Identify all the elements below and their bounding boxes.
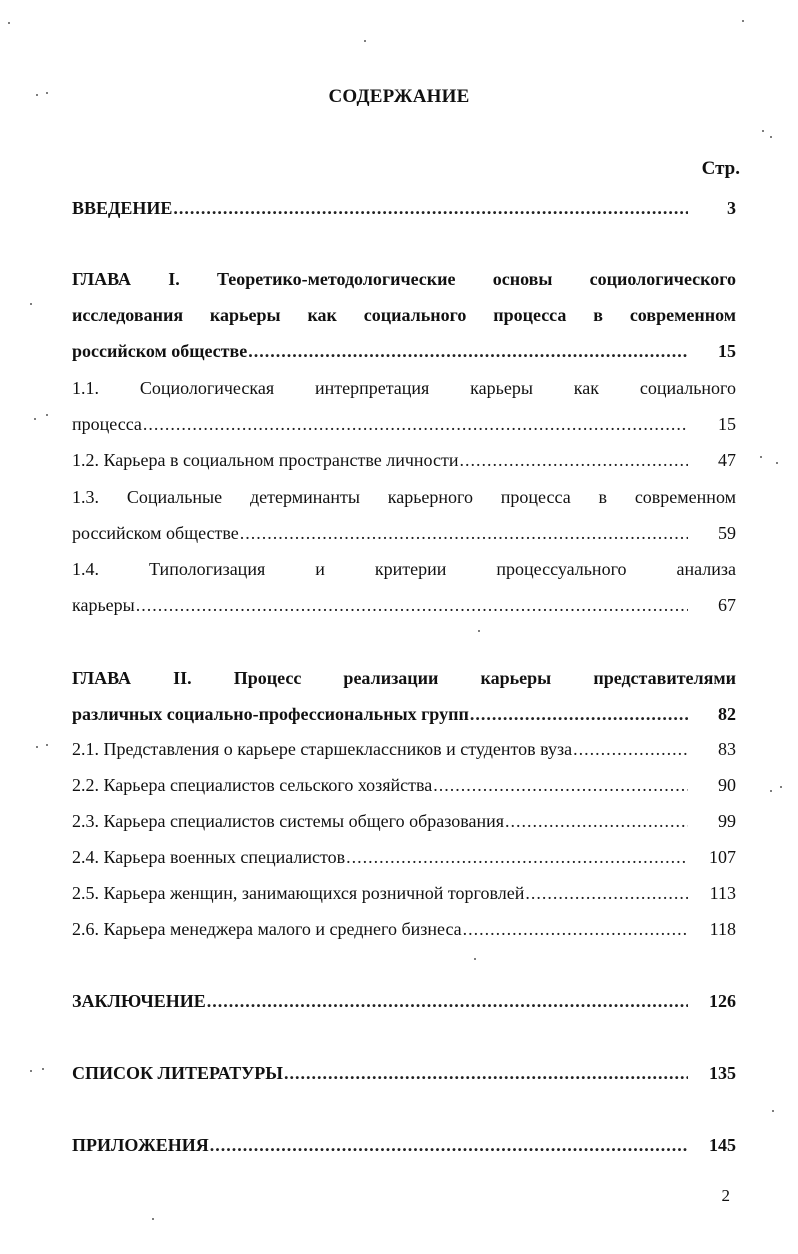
leader-dots <box>210 1127 688 1163</box>
entry-line: 1.1. Социологическая интерпретация карьеры как социального <box>72 378 736 398</box>
entry-page: 99 <box>718 811 736 831</box>
entry-page: 107 <box>709 847 736 867</box>
toc-entry-appendices <box>72 1127 736 1163</box>
toc-entry-references <box>72 1055 736 1091</box>
leader-dots <box>173 190 688 226</box>
leader-dots <box>463 911 688 947</box>
toc-entry-introduction <box>72 190 736 226</box>
entry-label: 2.1. Представления о карьере старшеклассников и студентов вуза <box>72 739 573 759</box>
entry-label: 2.2. Карьера специалистов сельского хозяйства <box>72 775 433 795</box>
entry-page: 113 <box>709 883 736 903</box>
entry-page: 15 <box>718 414 736 434</box>
toc-entry-chapter-2 <box>72 660 736 732</box>
entry-label: российском обществе <box>72 523 239 543</box>
toc-entry-section-2-6 <box>72 911 736 947</box>
entry-page: 90 <box>718 775 736 795</box>
leader-dots <box>470 696 688 732</box>
entry-page: 3 <box>727 198 736 218</box>
leader-dots <box>207 983 688 1019</box>
toc-entry-conclusion <box>72 983 736 1019</box>
toc-entry-section-2-1 <box>72 731 736 767</box>
page-number: 2 <box>721 1186 730 1205</box>
leader-dots <box>284 1055 688 1091</box>
entry-page: 67 <box>718 595 736 615</box>
toc-entry-section-2-3 <box>72 803 736 839</box>
entry-page: 82 <box>718 704 736 724</box>
entry-page: 47 <box>718 450 736 470</box>
entry-label: СПИСОК ЛИТЕРАТУРЫ <box>72 1063 283 1083</box>
toc-entry-section-2-4 <box>72 839 736 875</box>
entry-label: ВВЕДЕНИЕ <box>72 198 173 218</box>
leader-dots <box>525 875 688 911</box>
entry-label: 2.5. Карьера женщин, занимающихся розничной торговлей <box>72 883 525 903</box>
entry-label: различных социально-профессиональных групп <box>72 704 469 724</box>
entry-label: 2.6. Карьера менеджера малого и среднего бизнеса <box>72 919 462 939</box>
leader-dots <box>505 803 688 839</box>
toc-entry-section-1-2 <box>72 442 736 478</box>
entry-line: исследования карьеры как социального процесса в современном <box>72 305 736 325</box>
entry-label: 2.3. Карьера специалистов системы общего образования <box>72 811 505 831</box>
entry-label: ПРИЛОЖЕНИЯ <box>72 1135 209 1155</box>
toc-entry-chapter-1 <box>72 261 736 369</box>
entry-line: ГЛАВА II. Процесс реализации карьеры представителями <box>72 668 736 688</box>
page-column-label: Стр. <box>701 158 740 179</box>
toc-entry-section-1-1 <box>72 370 736 442</box>
leader-dots <box>136 587 688 623</box>
entry-line: 1.4. Типологизация и критерии процессуального анализа <box>72 559 736 579</box>
leader-dots <box>240 515 688 551</box>
leader-dots <box>346 839 688 875</box>
entry-label: процесса <box>72 414 142 434</box>
entry-label: 2.4. Карьера военных специалистов <box>72 847 346 867</box>
leader-dots <box>433 767 688 803</box>
toc-entry-section-1-3 <box>72 479 736 551</box>
entry-label: ЗАКЛЮЧЕНИЕ <box>72 991 206 1011</box>
leader-dots <box>143 406 688 442</box>
entry-label: российском обществе <box>72 341 248 361</box>
leader-dots <box>573 731 688 767</box>
entry-page: 59 <box>718 523 736 543</box>
entry-page: 83 <box>718 739 736 759</box>
entry-page: 145 <box>709 1135 736 1155</box>
leader-dots <box>248 333 688 369</box>
entry-label: карьеры <box>72 595 135 615</box>
entry-page: 15 <box>718 341 736 361</box>
entry-line: ГЛАВА I. Теоретико-методологические основы социологического <box>72 269 736 289</box>
entry-page: 126 <box>709 991 736 1011</box>
entry-label: 1.2. Карьера в социальном пространстве личности <box>72 450 459 470</box>
entry-page: 118 <box>709 919 736 939</box>
entry-page: 135 <box>709 1063 736 1083</box>
toc-entry-section-1-4 <box>72 551 736 623</box>
toc-title: СОДЕРЖАНИЕ <box>328 86 470 107</box>
leader-dots <box>459 442 688 478</box>
toc-entry-section-2-5 <box>72 875 736 911</box>
entry-line: 1.3. Социальные детерминанты карьерного процесса в современном <box>72 487 736 507</box>
toc-entry-section-2-2 <box>72 767 736 803</box>
